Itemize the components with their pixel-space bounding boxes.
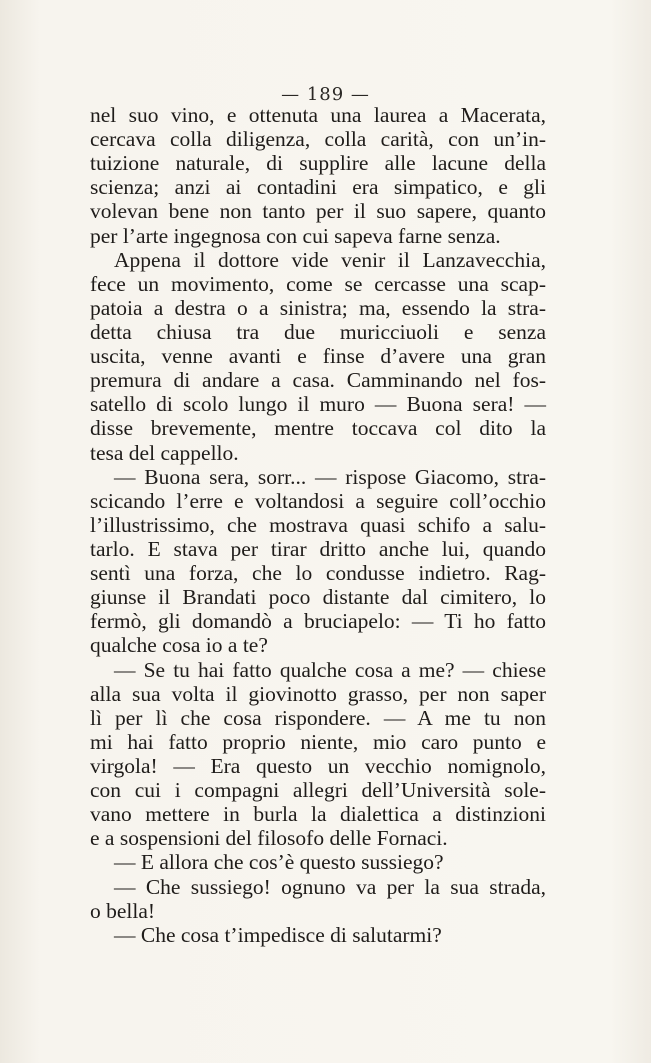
text-line: virgola! — Era questo un vecchio nomignolo, — [90, 753, 546, 778]
text-line: giunse il Brandati poco distante dal cimitero, lo — [90, 585, 546, 610]
text-line: lì per lì che cosa rispondere. — A me tu non — [90, 705, 546, 730]
text-line: — Buona sera, sorr... — rispose Giacomo, stra- — [114, 464, 546, 489]
text-line: scienza; anzi ai contadini era simpatico, e gli — [90, 175, 546, 200]
text-line: nel suo vino, e ottenuta una laurea a Macerata, — [90, 103, 546, 127]
text-line: tuizione naturale, di supplire alle lacune della — [90, 151, 546, 176]
text-line: fermò, gli domandò a bruciapelo: — Ti ho fatto — [90, 609, 546, 634]
text-line: — E allora che cos’è questo sussiego? — [114, 850, 444, 875]
text-line: cercava colla diligenza, colla carità, con un’in- — [90, 127, 546, 152]
text-line: sentì una forza, che lo condusse indietro. Rag- — [90, 561, 546, 586]
text-line: tesa del cappello. — [90, 440, 239, 465]
page-number: — 189 — — [281, 84, 370, 105]
text-line: disse brevemente, mentre toccava col dito la — [90, 416, 546, 441]
text-line: volevan bene non tanto per il suo sapere, quanto — [90, 199, 546, 224]
text-line: l’illustrissimo, che mostrava quasi schifo a salu- — [90, 512, 546, 537]
text-line: vano mettere in burla la dialettica a distinzioni — [90, 802, 546, 827]
text-line: qualche cosa io a te? — [90, 633, 268, 658]
text-line: uscita, venne avanti e finse d’avere una gran — [90, 344, 546, 369]
text-line: o bella! — [90, 898, 156, 923]
text-line: — Che sussiego! ognuno va per la sua strada, — [114, 874, 546, 899]
text-line: fece un movimento, come se cercasse una scap- — [90, 271, 546, 296]
text-line: — Che cosa t’impedisce di salutarmi? — [114, 922, 442, 947]
text-line: alla sua volta il giovinotto grasso, per non saper — [90, 681, 546, 706]
text-line: tarlo. E stava per tirar dritto anche lui, quando — [90, 536, 546, 561]
text-line: premura di andare a casa. Camminando nel fos- — [90, 368, 546, 393]
text-line: per l’arte ingegnosa con cui sapeva farne senza. — [90, 223, 501, 248]
text-line: Appena il dottore vide venir il Lanzavecchia, — [114, 247, 546, 272]
text-line: e a sospensioni del filosofo delle Fornaci. — [90, 826, 448, 851]
body-text — [90, 103, 546, 947]
text-line: satello di scolo lungo il muro — Buona sera! — — [90, 392, 546, 417]
text-line: con cui i compagni allegri dell’Università sole- — [90, 778, 546, 803]
text-line: mi hai fatto proprio niente, mio caro punto e — [90, 729, 546, 754]
text-line: patoia a destra o a sinistra; ma, essendo la stra- — [90, 295, 546, 320]
text-line: scicando l’erre e voltandosi a seguire coll’occhio — [90, 488, 546, 513]
text-line: detta chiusa tra due muricciuoli e senza — [90, 319, 546, 344]
text-line: — Se tu hai fatto qualche cosa a me? — chiese — [114, 657, 546, 682]
